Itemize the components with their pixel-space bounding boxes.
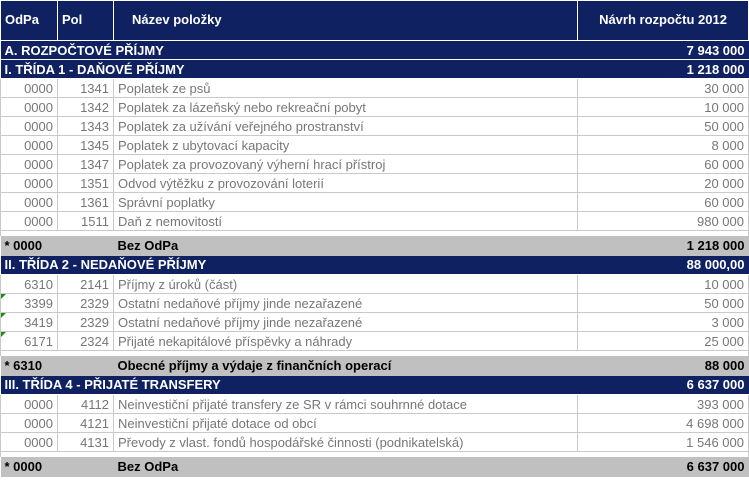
comment-flag-icon [1, 294, 6, 299]
cell-pol[interactable]: 2329 [58, 294, 114, 313]
cell-name[interactable]: Ostatní nedaňové příjmy jinde nezařazené [114, 313, 578, 332]
table-row [1, 294, 749, 313]
section-amount[interactable]: 1 218 000 [578, 60, 749, 79]
cell-odpa[interactable] [1, 294, 58, 313]
table-row [1, 275, 749, 294]
cell-odpa-value: 3399 [24, 295, 53, 311]
cell-pol[interactable]: 1345 [58, 136, 114, 155]
cell-name[interactable]: Poplatek z ubytovací kapacity [114, 136, 578, 155]
table-row [1, 117, 749, 136]
table-row [1, 174, 749, 193]
cell-amount[interactable]: 50 000 [578, 294, 749, 313]
table-row [1, 79, 749, 98]
summary-amount[interactable]: 1 218 000 [578, 236, 749, 256]
cell-amount[interactable]: 980 000 [578, 212, 749, 231]
cell-name[interactable]: Poplatek za provozovaný výherní hrací přístroj [114, 155, 578, 174]
cell-odpa[interactable] [1, 313, 58, 332]
cell-pol[interactable]: 2324 [58, 332, 114, 351]
cell-amount[interactable]: 10 000 [578, 98, 749, 117]
cell-pol[interactable]: 1351 [58, 174, 114, 193]
comment-flag-icon [1, 313, 6, 318]
cell-name[interactable]: Poplatek ze psů [114, 79, 578, 98]
cell-pol[interactable]: 4131 [58, 433, 114, 452]
table-row [1, 98, 749, 117]
cell-odpa[interactable]: 0000 [1, 136, 58, 155]
cell-pol[interactable]: 1343 [58, 117, 114, 136]
summary-odpa[interactable]: * 6310 [1, 356, 114, 376]
cell-odpa[interactable]: 0000 [1, 98, 58, 117]
cell-amount[interactable]: 50 000 [578, 117, 749, 136]
summary-amount[interactable]: 88 000 [578, 356, 749, 376]
cell-pol[interactable]: 1341 [58, 79, 114, 98]
cell-amount[interactable]: 30 000 [578, 79, 749, 98]
cell-name[interactable]: Neinvestiční přijaté dotace od obcí [114, 414, 578, 433]
summary-name[interactable]: Obecné příjmy a výdaje z finančních operací [114, 356, 578, 376]
cell-odpa[interactable]: 0000 [1, 79, 58, 98]
table-row [1, 155, 749, 174]
header-row [1, 1, 749, 41]
section-label[interactable]: II. TŘÍDA 2 - NEDAŇOVÉ PŘÍJMY [1, 256, 578, 275]
header-pol[interactable]: Pol [58, 1, 114, 41]
summary-odpa[interactable]: * 0000 [1, 457, 114, 477]
cell-amount[interactable]: 1 546 000 [578, 433, 749, 452]
section-amount[interactable]: 6 637 000 [578, 376, 749, 395]
cell-odpa[interactable]: 0000 [1, 212, 58, 231]
cell-name[interactable]: Daň z nemovitostí [114, 212, 578, 231]
table-row [1, 433, 749, 452]
table-row [1, 395, 749, 414]
cell-amount[interactable]: 20 000 [578, 174, 749, 193]
cell-odpa[interactable]: 0000 [1, 193, 58, 212]
cell-odpa[interactable]: 0000 [1, 395, 58, 414]
cell-odpa[interactable]: 0000 [1, 117, 58, 136]
cell-amount[interactable]: 25 000 [578, 332, 749, 351]
cell-pol[interactable]: 4112 [58, 395, 114, 414]
table-row [1, 414, 749, 433]
table-row [1, 212, 749, 231]
summary-amount[interactable]: 6 637 000 [578, 457, 749, 477]
cell-pol[interactable]: 2141 [58, 275, 114, 294]
cell-amount[interactable]: 4 698 000 [578, 414, 749, 433]
cell-odpa[interactable]: 0000 [1, 433, 58, 452]
cell-name[interactable]: Poplatek za užívání veřejného prostranství [114, 117, 578, 136]
header-budget[interactable]: Návrh rozpočtu 2012 [578, 1, 749, 41]
cell-pol[interactable]: 2329 [58, 313, 114, 332]
cell-amount[interactable]: 393 000 [578, 395, 749, 414]
summary-odpa[interactable]: * 0000 [1, 236, 114, 256]
cell-odpa-value: 6171 [24, 333, 53, 349]
cell-name[interactable]: Neinvestiční přijaté transfery ze SR v rámci souhrnné dotace [114, 395, 578, 414]
section-amount[interactable]: 88 000,00 [578, 256, 749, 275]
total-row [1, 41, 749, 60]
cell-name[interactable]: Převody z vlast. fondů hospodářské činnosti (podnikatelská) [114, 433, 578, 452]
cell-odpa[interactable]: 0000 [1, 155, 58, 174]
cell-name[interactable]: Poplatek za lázeňský nebo rekreační pobyt [114, 98, 578, 117]
cell-odpa[interactable]: 0000 [1, 174, 58, 193]
table-row [1, 193, 749, 212]
cell-name[interactable]: Odvod výtěžku z provozování loterií [114, 174, 578, 193]
cell-name[interactable]: Správní poplatky [114, 193, 578, 212]
comment-flag-icon [1, 332, 6, 337]
section-row [1, 256, 749, 275]
section-row [1, 60, 749, 79]
table-row [1, 332, 749, 351]
cell-amount[interactable]: 3 000 [578, 313, 749, 332]
total-amount[interactable]: 7 943 000 [578, 41, 749, 60]
cell-name[interactable]: Příjmy z úroků (část) [114, 275, 578, 294]
cell-pol[interactable]: 1361 [58, 193, 114, 212]
summary-row [1, 356, 749, 376]
summary-name[interactable]: Bez OdPa [114, 236, 578, 256]
cell-pol[interactable]: 1347 [58, 155, 114, 174]
cell-odpa[interactable] [1, 332, 58, 351]
table-row [1, 313, 749, 332]
cell-name[interactable]: Ostatní nedaňové příjmy jinde nezařazené [114, 294, 578, 313]
cell-name[interactable]: Přijaté nekapitálové příspěvky a náhrady [114, 332, 578, 351]
table-row [1, 136, 749, 155]
cell-odpa[interactable]: 0000 [1, 414, 58, 433]
header-name[interactable]: Název položky [114, 1, 578, 41]
cell-odpa[interactable]: 6310 [1, 275, 58, 294]
cell-odpa-value: 3419 [24, 314, 53, 330]
header-odpa[interactable]: OdPa [1, 1, 58, 41]
summary-row [1, 457, 749, 477]
cell-amount[interactable]: 8 000 [578, 136, 749, 155]
cell-pol[interactable]: 4121 [58, 414, 114, 433]
summary-row [1, 236, 749, 256]
total-label[interactable]: A. ROZPOČTOVÉ PŘÍJMY [1, 41, 578, 60]
cell-amount[interactable]: 60 000 [578, 193, 749, 212]
cell-amount[interactable]: 60 000 [578, 155, 749, 174]
section-label[interactable]: III. TŘÍDA 4 - PŘIJATÉ TRANSFERY [1, 376, 578, 395]
section-label[interactable]: I. TŘÍDA 1 - DAŇOVÉ PŘÍJMY [1, 60, 578, 79]
cell-amount[interactable]: 10 000 [578, 275, 749, 294]
section-row [1, 376, 749, 395]
cell-pol[interactable]: 1511 [58, 212, 114, 231]
summary-name[interactable]: Bez OdPa [114, 457, 578, 477]
cell-pol[interactable]: 1342 [58, 98, 114, 117]
